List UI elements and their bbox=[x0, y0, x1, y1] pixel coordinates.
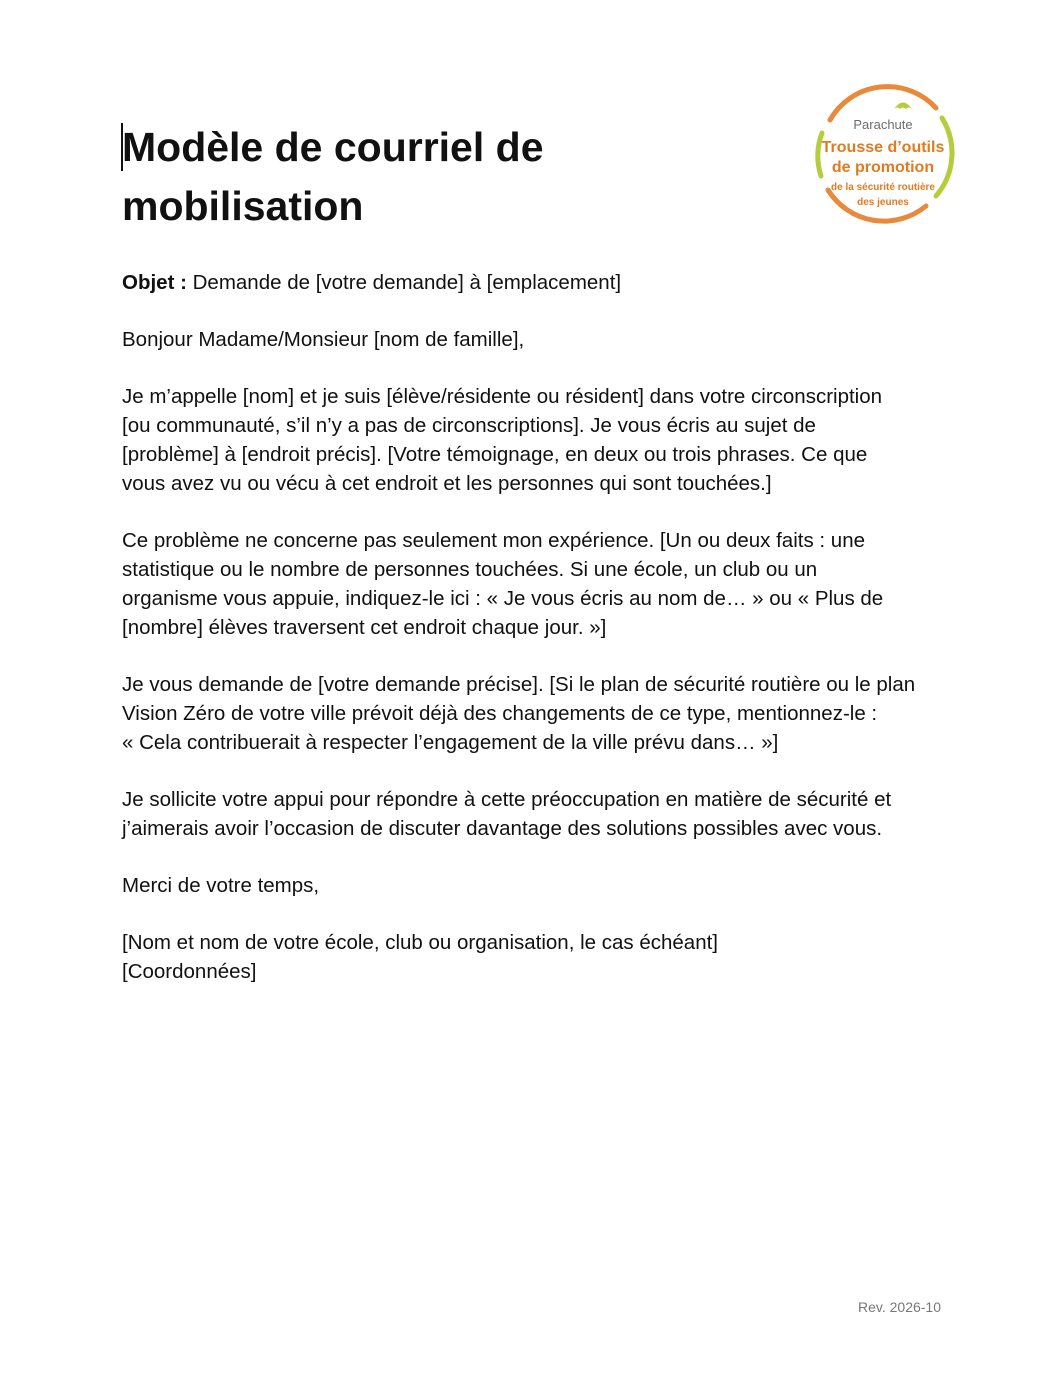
subject-label: Objet : bbox=[122, 271, 187, 294]
paragraph-line: Je vous demande de [votre demande précise]. [Si le plan de sécurité routière ou le plan bbox=[122, 673, 916, 696]
paragraph-line: Je sollicite votre appui pour répondre à cette préoccupation en matière de sécurité et bbox=[122, 788, 892, 811]
logo-line4: des jeunes bbox=[857, 197, 909, 208]
logo-orange-arc-top bbox=[830, 87, 936, 120]
paragraph-line: vous avez vu ou vécu à cet endroit et les personnes qui sont touchées.] bbox=[122, 472, 772, 495]
greeting: Bonjour Madame/Monsieur [nom de famille], bbox=[122, 328, 525, 351]
logo-green-arc-right bbox=[936, 118, 952, 196]
signature-block bbox=[122, 928, 952, 986]
paragraph-line: [ou communauté, s’il n’y a pas de circonscriptions]. Je vous écris au sujet de bbox=[122, 414, 816, 437]
logo-line2: de promotion bbox=[831, 159, 935, 176]
paragraph-line: [nombre] élèves traversent cet endroit chaque jour. »] bbox=[122, 616, 607, 639]
paragraph-line: « Cela contribuerait à respecter l’engagement de la ville prévu dans… »] bbox=[122, 731, 779, 754]
paragraph-line: Vision Zéro de votre ville prévoit déjà des changements de ce type, mentionnez-le : bbox=[122, 702, 878, 725]
parachute-canopy-icon bbox=[894, 103, 912, 110]
email-body bbox=[122, 268, 952, 986]
title-line: mobilisation bbox=[122, 183, 364, 229]
paragraph-line: j’aimerais avoir l’occasion de discuter davantage des solutions possibles avec vous. bbox=[122, 817, 883, 840]
paragraph-line: [problème] à [endroit précis]. [Votre témoignage, en deux ou trois phrases. Ce que bbox=[122, 443, 868, 466]
paragraph-request bbox=[122, 670, 952, 757]
parachute-logo bbox=[808, 78, 958, 228]
signature-line: [Coordonnées] bbox=[122, 960, 257, 983]
logo-line3: de la sécurité routière bbox=[831, 182, 935, 193]
paragraph-line: statistique ou le nombre de personnes touchées. Si une école, un club ou un bbox=[122, 558, 818, 581]
page-title bbox=[122, 118, 742, 236]
logo-brand: Parachute bbox=[853, 117, 913, 132]
paragraph-introduction bbox=[122, 382, 952, 498]
title-line: Modèle de courriel de bbox=[122, 124, 544, 170]
revision-footer: Rev. 2026-10 bbox=[857, 1299, 941, 1315]
parachute-logo-graphic bbox=[808, 78, 958, 228]
logo-line1: Trousse d’outils bbox=[821, 139, 945, 156]
signature-line: [Nom et nom de votre école, club ou organisation, le cas échéant] bbox=[122, 931, 718, 954]
paragraph-support bbox=[122, 785, 952, 843]
paragraph-line: Ce problème ne concerne pas seulement mon expérience. [Un ou deux faits : une bbox=[122, 529, 865, 552]
paragraph-line: Je m’appelle [nom] et je suis [élève/résidente ou résident] dans votre circonscription bbox=[122, 385, 883, 408]
subject-text: Demande de [votre demande] à [emplacement] bbox=[186, 271, 622, 294]
paragraph-line: organisme vous appuie, indiquez-le ici : « Je vous écris au nom de… » ou « Plus de bbox=[122, 587, 884, 610]
closing: Merci de votre temps, bbox=[122, 874, 320, 897]
paragraph-facts bbox=[122, 526, 952, 642]
subject-line bbox=[122, 268, 952, 297]
